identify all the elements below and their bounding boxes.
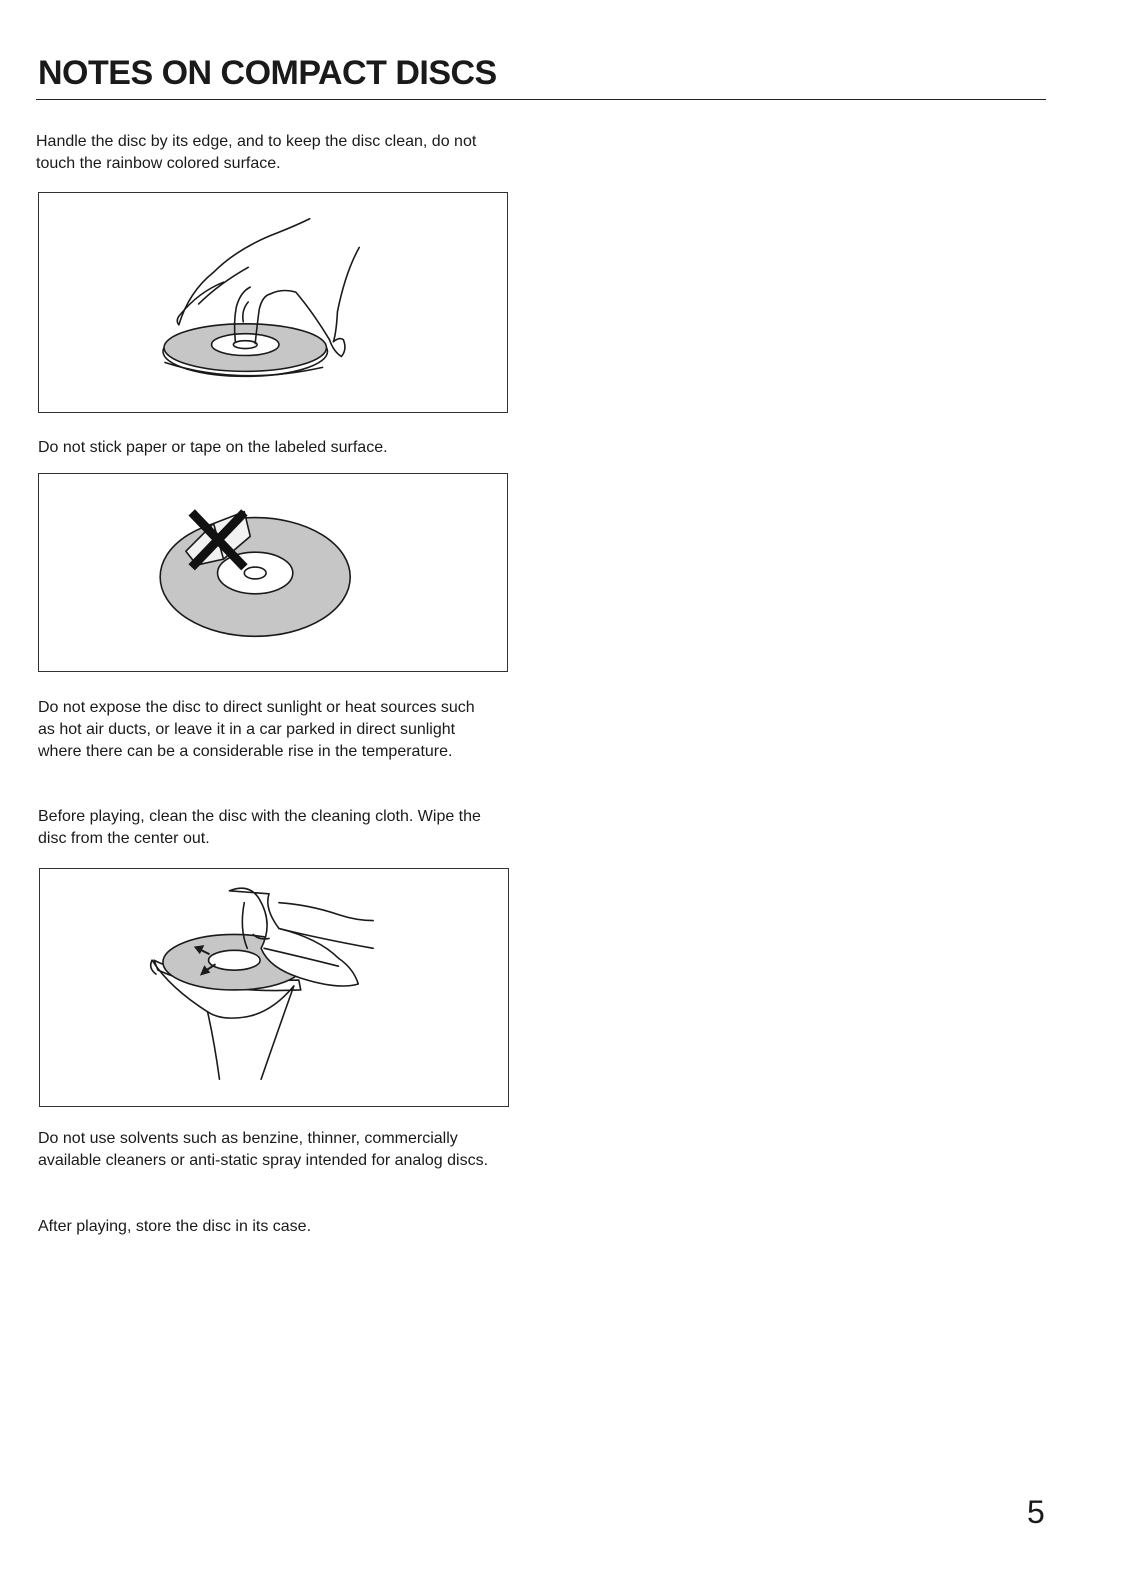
cleaning-disc-illustration bbox=[40, 869, 508, 1106]
paragraph-sunlight: Do not expose the disc to direct sunlight or heat sources such as hot air ducts, or leave it in a car parked in direct sunlight where there can be a considerable rise in the temperature. bbox=[38, 699, 475, 760]
paragraph-cleaning: Before playing, clean the disc with the cleaning cloth. Wipe the disc from the center out. bbox=[38, 808, 481, 847]
page-number: 5 bbox=[1027, 1494, 1045, 1530]
paragraph-solvents: Do not use solvents such as benzine, thinner, commercially available cleaners or anti-static spray intended for analog discs. bbox=[38, 1130, 489, 1169]
title-underline bbox=[36, 99, 1046, 100]
paragraph-storage: After playing, store the disc in its case. bbox=[38, 1218, 312, 1235]
illustration-label-surface bbox=[38, 473, 508, 672]
paragraph-label-surface: Do not stick paper or tape on the labeled surface. bbox=[38, 439, 388, 456]
hand-holding-disc-illustration bbox=[39, 193, 507, 412]
disc-with-tape-illustration bbox=[39, 474, 507, 671]
illustration-handling-disc bbox=[38, 192, 508, 413]
illustration-cleaning-disc bbox=[39, 868, 509, 1107]
page-title: NOTES ON COMPACT DISCS bbox=[38, 54, 497, 92]
paragraph-handle-disc: Handle the disc by its edge, and to keep the disc clean, do not touch the rainbow colored surface. bbox=[36, 133, 477, 172]
